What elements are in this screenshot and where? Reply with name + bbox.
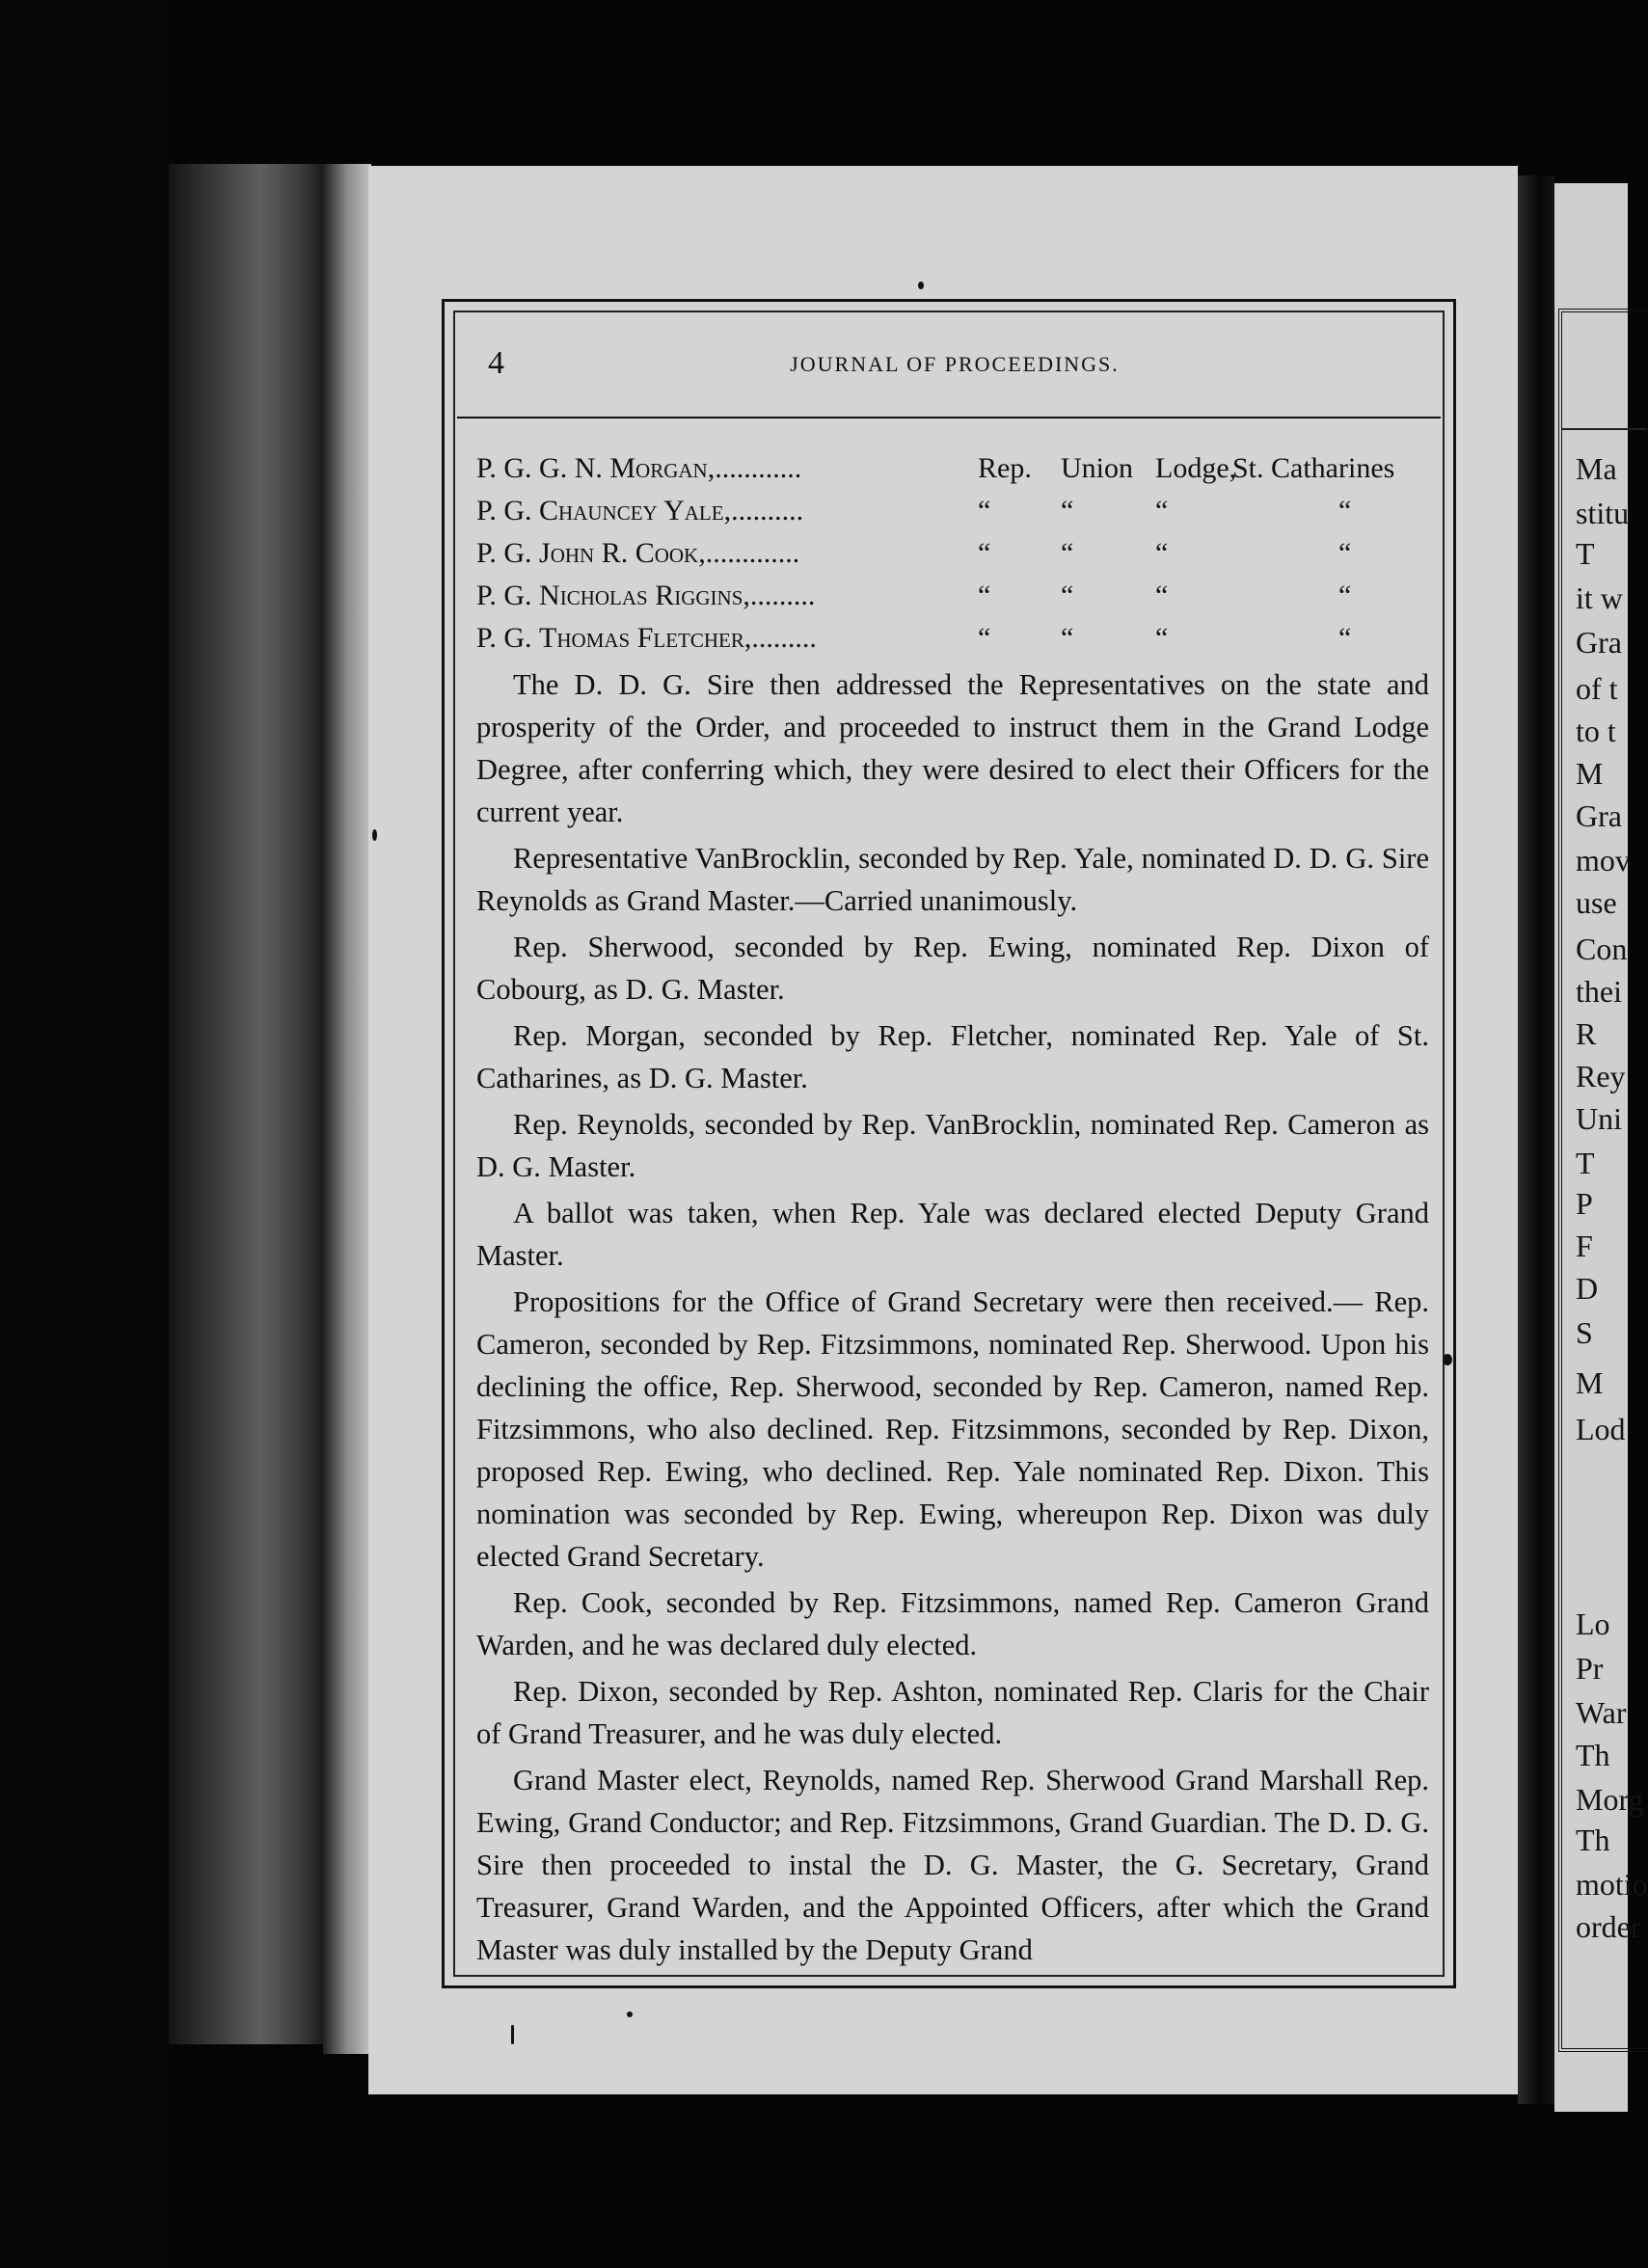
ditto-mark: “ <box>1155 580 1169 611</box>
running-head: JOURNAL OF PROCEEDINGS. <box>790 352 1120 376</box>
officer-rank: Rep. <box>978 452 1032 484</box>
book-spine-shadow <box>0 0 169 2268</box>
next-page-fragment: Pr <box>1576 1651 1604 1686</box>
paragraph-dixon-nomination: Rep. Sherwood, seconded by Rep. Ewing, nominated Rep. Dixon of Cobourg, as D. G. Master. <box>476 931 1429 1006</box>
next-page-fragment: thei <box>1576 974 1622 1009</box>
next-page-fragment: M <box>1576 1365 1604 1400</box>
ink-speck <box>918 282 924 289</box>
ditto-mark: “ <box>978 495 991 526</box>
dot-leader: ,......... <box>743 580 816 611</box>
ink-speck <box>372 829 377 841</box>
next-page-fragment: order <box>1576 1909 1641 1944</box>
next-page-fragment: War <box>1576 1695 1627 1730</box>
ditto-mark: “ <box>1061 622 1074 654</box>
officer-row <box>476 575 1429 617</box>
page-number: 4 <box>488 345 504 381</box>
officer-title: P. G. <box>476 537 540 569</box>
next-page-fragment: R <box>1576 1016 1597 1051</box>
lodge-word: Lodge, <box>1155 452 1237 484</box>
ink-speck <box>1443 1354 1452 1365</box>
next-page-fragment: Lo <box>1576 1606 1610 1641</box>
next-page-fragment: stitu <box>1576 496 1630 530</box>
next-page-fragment: T <box>1576 1146 1595 1180</box>
paragraph-grand-treasurer: Rep. Dixon, seconded by Rep. Ashton, nominated Rep. Claris for the Chair of Grand Treasurer, and he was duly elected. <box>476 1675 1429 1750</box>
ditto-mark: “ <box>1155 622 1169 654</box>
next-page-fragment: Th <box>1576 1738 1610 1772</box>
next-page-fragment: Uni <box>1576 1101 1622 1136</box>
officer-name: Thomas Fletcher <box>539 622 744 654</box>
officer-row <box>476 617 1429 660</box>
officer-row <box>476 532 1429 575</box>
next-page-fragment: Con <box>1576 932 1628 966</box>
ditto-mark: “ <box>1061 580 1074 611</box>
next-page-fragment: of t <box>1576 671 1618 706</box>
next-page-fragment: to t <box>1576 714 1616 748</box>
officer-title: P. G. <box>476 622 540 654</box>
ditto-mark: “ <box>1338 537 1352 569</box>
next-page-fragment: S <box>1576 1315 1593 1350</box>
paragraph-ballot: A ballot was taken, when Rep. Yale was declared elected Deputy Grand Master. <box>476 1197 1429 1272</box>
paragraph-grand-secretary: Propositions for the Office of Grand Secretary were then received.— Rep. Cameron, seconded by Rep. Fitzsimmons, nominated Rep. Sherwood. Upon his declining the office, Rep. Sherwood, seconded by Rep. Cameron, named Rep. Fitzsimmons, who also declined. Rep. Fitzsimmons, seconded by Rep. Dixon, proposed Rep. Ewing, who declined. Rep. Yale nominated Rep. Dixon. This nomination was seconded by Rep. Ewing, whereupon Rep. Dixon was duly elected Grand Secretary. <box>476 1285 1429 1573</box>
ink-speck <box>627 2012 633 2017</box>
next-page-fragment: mov <box>1576 843 1631 878</box>
ditto-mark: “ <box>978 580 991 611</box>
officer-name: John R. Cook <box>539 537 699 569</box>
officer-title: P. G. G. N. <box>476 452 610 484</box>
dot-leader: ,......... <box>743 622 817 654</box>
next-page-header-rule <box>1562 428 1647 430</box>
ditto-mark: “ <box>1155 537 1169 569</box>
dot-leader: ,............ <box>707 452 802 484</box>
officer-row <box>476 447 1429 490</box>
next-page-fragment: it w <box>1576 580 1623 615</box>
paragraph-appointed-officers: Grand Master elect, Reynolds, named Rep. Sherwood Grand Marshall Rep. Ewing, Grand Conductor; and Rep. Fitzsimmons, Grand Guardian. The D. D. G. Sire then proceeded to instal the D. G. Master, the G. Secretary, Grand Treasurer, Grand Warden, and the Appointed Officers, after which the Grand Master was duly installed by the Deputy Grand <box>476 1764 1429 1966</box>
next-page-fragment: Th <box>1576 1822 1610 1857</box>
ditto-mark: “ <box>978 537 991 569</box>
next-page-fragment: Rey <box>1576 1059 1626 1094</box>
next-page-fragment: D <box>1576 1271 1599 1306</box>
officer-name: Nicholas Riggins <box>539 580 743 611</box>
next-page-fragment: P <box>1576 1186 1593 1221</box>
paragraph-sire-address: The D. D. G. Sire then addressed the Representatives on the state and prosperity of the Order, and proceeded to instruct them in the Grand Lodge Degree, after conferring which, they were desired to elect their Officers for the current year. <box>476 668 1429 828</box>
officer-title: P. G. <box>476 495 540 526</box>
next-page-fragment: T <box>1576 536 1595 571</box>
next-page-fragment: M <box>1576 756 1604 791</box>
left-binding <box>169 164 323 2044</box>
next-page-fragment: motio <box>1576 1867 1648 1902</box>
next-page-fragment: Ma <box>1576 451 1617 486</box>
officer-name: Morgan <box>609 452 708 484</box>
paragraph-grand-master-nomination: Representative VanBrocklin, seconded by Rep. Yale, nominated D. D. G. Sire Reynolds as Grand Master.—Carried unanimously. <box>476 842 1429 917</box>
lodge-name: Union <box>1061 452 1133 484</box>
ink-speck <box>511 2025 514 2044</box>
ditto-mark: “ <box>1155 495 1169 526</box>
next-page-fragment: Gra <box>1576 625 1622 660</box>
officer-name: Chauncey Yale <box>539 495 724 526</box>
ditto-mark: “ <box>978 622 991 654</box>
next-page-fragment: Morg <box>1576 1782 1644 1817</box>
paragraph-grand-warden: Rep. Cook, seconded by Rep. Fitzsimmons, named Rep. Cameron Grand Warden, and he was declared duly elected. <box>476 1586 1429 1661</box>
next-page-fragment: Lod <box>1576 1412 1626 1446</box>
next-page-fragment: F <box>1576 1228 1593 1263</box>
body-text <box>476 663 1429 1971</box>
ditto-mark: “ <box>1338 580 1352 611</box>
dot-leader: ,............. <box>698 537 800 569</box>
ditto-mark: “ <box>1338 495 1352 526</box>
dot-leader: ,.......... <box>723 495 804 526</box>
next-page-edge <box>1554 183 1648 2112</box>
ditto-mark: “ <box>1061 537 1074 569</box>
paragraph-cameron-nomination: Rep. Reynolds, seconded by Rep. VanBrocklin, nominated Rep. Cameron as D. G. Master. <box>476 1108 1429 1183</box>
header-rule <box>457 417 1441 418</box>
lodge-place: St. Catharines <box>1232 452 1395 484</box>
paragraph-yale-nomination: Rep. Morgan, seconded by Rep. Fletcher, nominated Rep. Yale of St. Catharines, as D. G. Master. <box>476 1019 1429 1094</box>
next-page-fragment: Gra <box>1576 798 1622 833</box>
page-gutter <box>1518 176 1554 2104</box>
page-binding-edge <box>323 164 371 2054</box>
ditto-mark: “ <box>1338 622 1352 654</box>
ditto-mark: “ <box>1061 495 1074 526</box>
officer-row <box>476 490 1429 532</box>
officer-title: P. G. <box>476 580 540 611</box>
next-page-fragment: use <box>1576 885 1617 920</box>
